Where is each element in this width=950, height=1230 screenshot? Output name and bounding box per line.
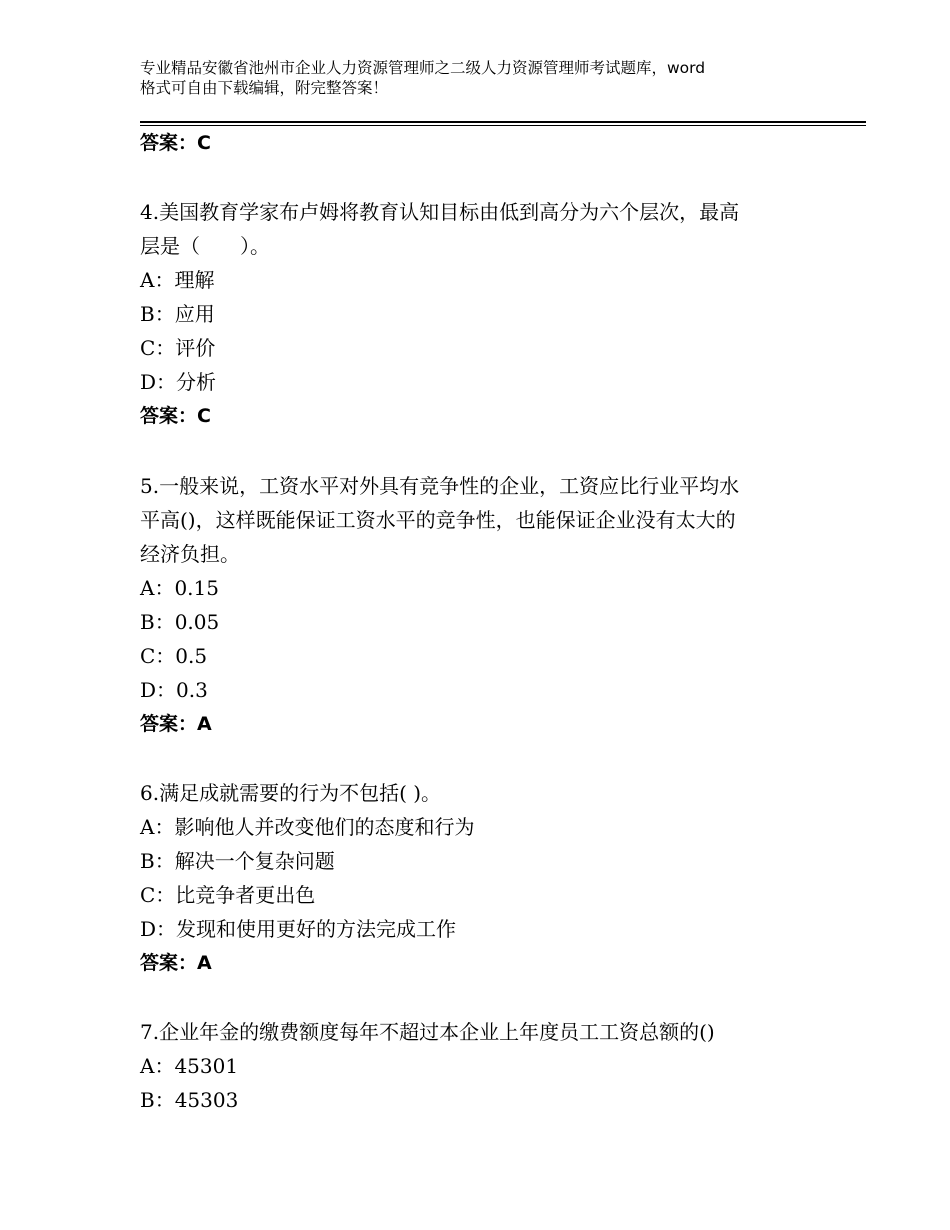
question-text: 4.美国教育学家布卢姆将教育认知目标由低到高分为六个层次，最高 — [140, 200, 740, 224]
option-d: D：分析 — [140, 370, 217, 394]
option-b: B：45303 — [140, 1088, 239, 1112]
option-a: A：0.15 — [140, 576, 219, 600]
option-a: A：影响他人并改变他们的态度和行为 — [140, 815, 475, 839]
option-b: B：应用 — [140, 302, 215, 326]
question-text: 5.一般来说，工资水平对外具有竞争性的企业，工资应比行业平均水 — [140, 474, 740, 498]
option-b: B：0.05 — [140, 610, 220, 634]
option-c: C：0.5 — [140, 644, 208, 668]
question-text: 6.满足成就需要的行为不包括( )。 — [140, 781, 442, 805]
answer-line: 答案：C — [140, 132, 211, 154]
option-a: A：45301 — [140, 1054, 239, 1078]
answer-line: 答案：C — [140, 405, 211, 427]
option-c: C：评价 — [140, 336, 216, 360]
answer-line: 答案：A — [140, 952, 212, 974]
question-text: 层是（ ）。 — [140, 234, 270, 258]
page-header — [140, 58, 830, 98]
header-rule-thick — [140, 121, 866, 123]
question-text: 经济负担。 — [140, 542, 240, 566]
header-rule-thin — [140, 125, 866, 126]
option-d: D：发现和使用更好的方法完成工作 — [140, 917, 457, 941]
answer-line: 答案：A — [140, 713, 212, 735]
option-d: D：0.3 — [140, 678, 208, 702]
option-a: A：理解 — [140, 268, 215, 292]
option-b: B：解决一个复杂问题 — [140, 849, 335, 873]
option-c: C：比竞争者更出色 — [140, 883, 316, 907]
header-line-2: 格式可自由下载编辑，附完整答案！ — [140, 79, 389, 97]
header-line-1: 专业精品安徽省池州市企业人力资源管理师之二级人力资源管理师考试题库，word — [140, 59, 706, 77]
question-text: 平高()，这样既能保证工资水平的竞争性，也能保证企业没有太大的 — [140, 508, 736, 532]
question-text: 7.企业年金的缴费额度每年不超过本企业上年度员工工资总额的() — [140, 1020, 715, 1044]
